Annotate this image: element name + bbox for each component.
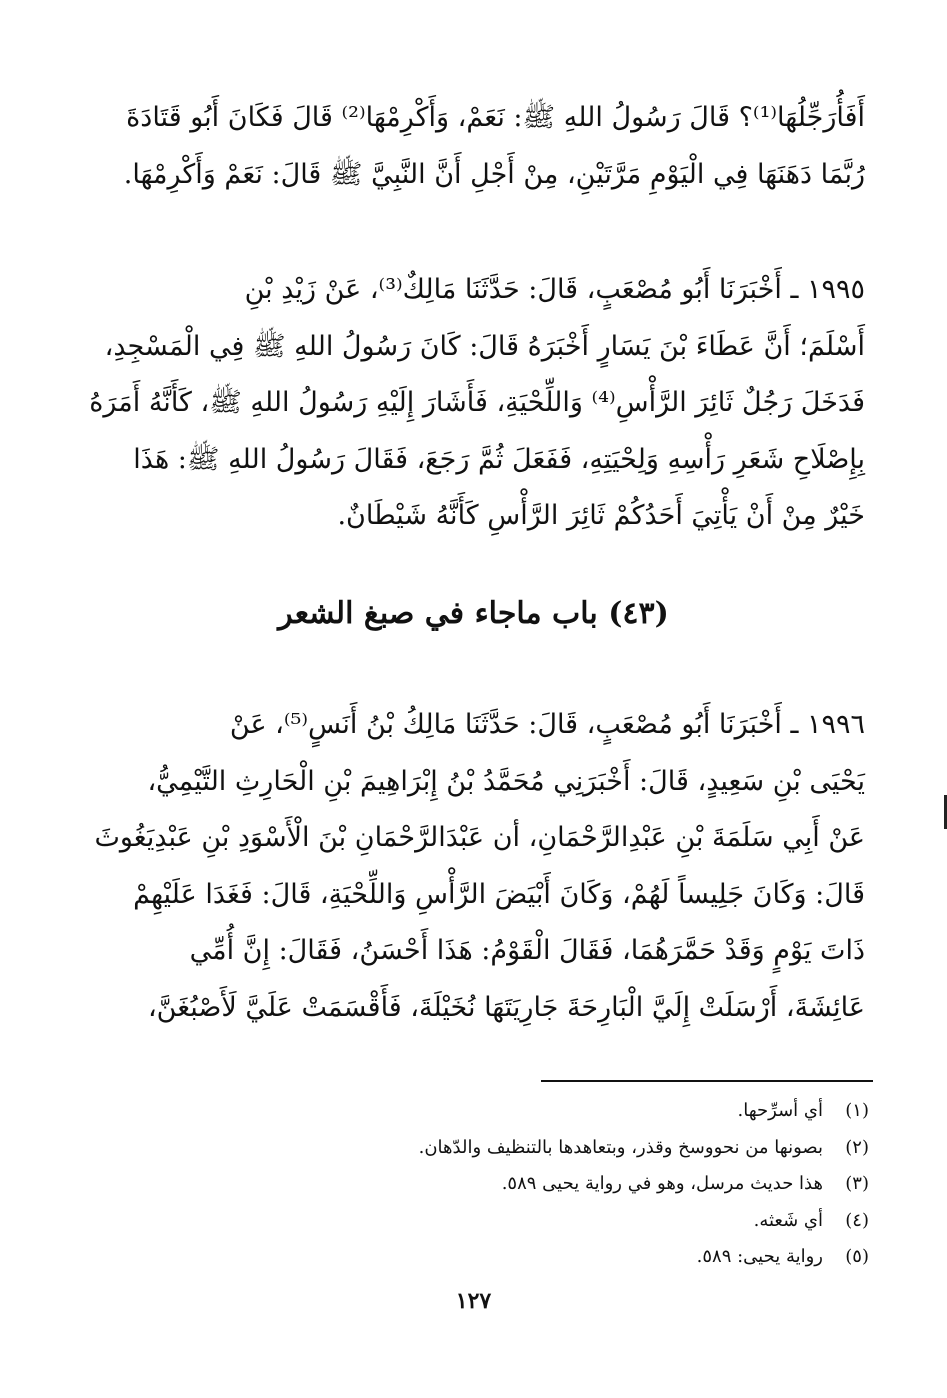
footnote-item: [109, 1239, 869, 1276]
footnote-number: (١): [845, 1100, 869, 1121]
footnote-item: [109, 1130, 869, 1167]
text-line: يَحْيَى بْنِ سَعِيدٍ، قَالَ: أَخْبَرَنِي مُحَمَّدُ بْنُ إِبْرَاهِيمَ بْنِ الْحَارِثِ التَّيْمِيُّ،: [147, 765, 865, 797]
text-line: ١٩٩٦ ـ أَخْبَرَنَا أَبُو مُصْعَبٍ، قَالَ: حَدَّثَنَا مَالِكُ بْنُ أَنَسٍ⁽⁵⁾، عَنْ: [229, 709, 865, 740]
footnote-number: (٣): [845, 1173, 869, 1194]
page-number: ١٢٧: [455, 1288, 492, 1314]
footnotes-section: [109, 1093, 869, 1276]
text-line: عَائِشَةَ، أَرْسَلَتْ إِلَيَّ الْبَارِحَةَ جَارِيَتَهَا نُخَيْلَةَ، فَأَقْسَمَتْ عَلَيَّ لَأَصْبُغَنَّ،: [147, 991, 865, 1023]
footnote-text: رواية يحيى: ٥٨٩.: [696, 1246, 823, 1267]
footnote-text: بصونها من نحووسخ وقذر، وبتعاهدها بالتنظيف والدّهان.: [418, 1136, 823, 1158]
footnote-number: (٤): [845, 1209, 869, 1231]
text-line: أَسْلَمَ؛ أَنَّ عَطَاءَ بْنَ يَسَارٍ أَخْبَرَهُ قَالَ: كَانَ رَسُولُ اللهِ ﷺ فِي الْمَسْجِدِ،: [104, 330, 865, 362]
text-line: فَدَخَلَ رَجُلٌ ثَائِرَ الرَّأْسِ⁽⁴⁾ وَاللِّحْيَةِ، فَأَشَارَ إِلَيْهِ رَسُولُ اللهِ ﷺ، كَأَنَّهُ أَمَرَهُ: [89, 387, 865, 418]
text-line: بِإِصْلَاحِ شَعَرِ رَأْسِهِ وَلِحْيَتِهِ، فَفَعَلَ ثُمَّ رَجَعَ، فَقَالَ رَسُولُ اللهِ ﷺ: هَذَا: [133, 443, 865, 475]
text-line: رُبَّمَا دَهَنَهَا فِي الْيَوْمِ مَرَّتَيْنِ، مِنْ أَجْلِ أَنَّ النَّبِيَّ ﷺ قَالَ: نَعَمْ وَأَكْرِمْهَا.: [123, 158, 865, 190]
footnote-number: (٥): [845, 1246, 869, 1267]
footnote-text: هذا حديث مرسل، وهو في رواية يحيى ٥٨٩.: [501, 1173, 823, 1194]
text-line: قَالَ: وَكَانَ جَلِيساً لَهُمْ، وَكَانَ أَبْيَضَ الرَّأْسِ وَاللِّحْيَةِ، قَالَ: فَغَدَا عَلَيْهِمْ: [133, 878, 865, 910]
chapter-heading: (٤٣) باب ماجاء في صبغ الشعر: [278, 596, 669, 631]
text-line: خَيْرٌ مِنْ أَنْ يَأْتِيَ أَحَدُكُمْ ثَائِرَ الرَّأْسِ كَأَنَّهُ شَيْطَانٌ.: [337, 500, 865, 531]
footnote-divider: [541, 1080, 873, 1082]
footnote-item: [109, 1093, 869, 1130]
text-line: ١٩٩٥ ـ أَخْبَرَنَا أَبُو مُصْعَبٍ، قَالَ: حَدَّثَنَا مَالِكٌ⁽³⁾، عَنْ زَيْدِ بْنِ: [244, 274, 865, 305]
text-line: ذَاتَ يَوْمٍ وَقَدْ حَمَّرَهُمَا، فَقَالَ الْقَوْمُ: هَذَا أَحْسَنُ، فَقَالَ: إِنَّ أُمِّي: [189, 935, 865, 966]
text-line: عَنْ أَبِي سَلَمَةَ بْنِ عَبْدِالرَّحْمَانِ، أن عَبْدَالرَّحْمَانِ بْنَ الْأَسْوَدِ بْنِ عَبْدِيَغُوثَ: [94, 822, 865, 853]
hadith-continuation-paragraph: [85, 90, 865, 203]
footnote-item: [109, 1203, 869, 1240]
footnote-text: أي أسرِّحها.: [737, 1100, 823, 1121]
hadith-1996-paragraph: [85, 697, 865, 1036]
hadith-1995-paragraph: [85, 262, 865, 545]
text-line: أَفَأُرَجِّلُهَا⁽¹⁾؟ قَالَ رَسُولُ اللهِ ﷺ: نَعَمْ، وَأَكْرِمْهَا⁽²⁾ قَالَ فَكَانَ أَبُو قَتَادَةَ: [126, 102, 865, 133]
footnote-item: [109, 1166, 869, 1203]
footnote-number: (٢): [845, 1136, 869, 1158]
footnote-text: أي شَعثه.: [753, 1209, 823, 1231]
